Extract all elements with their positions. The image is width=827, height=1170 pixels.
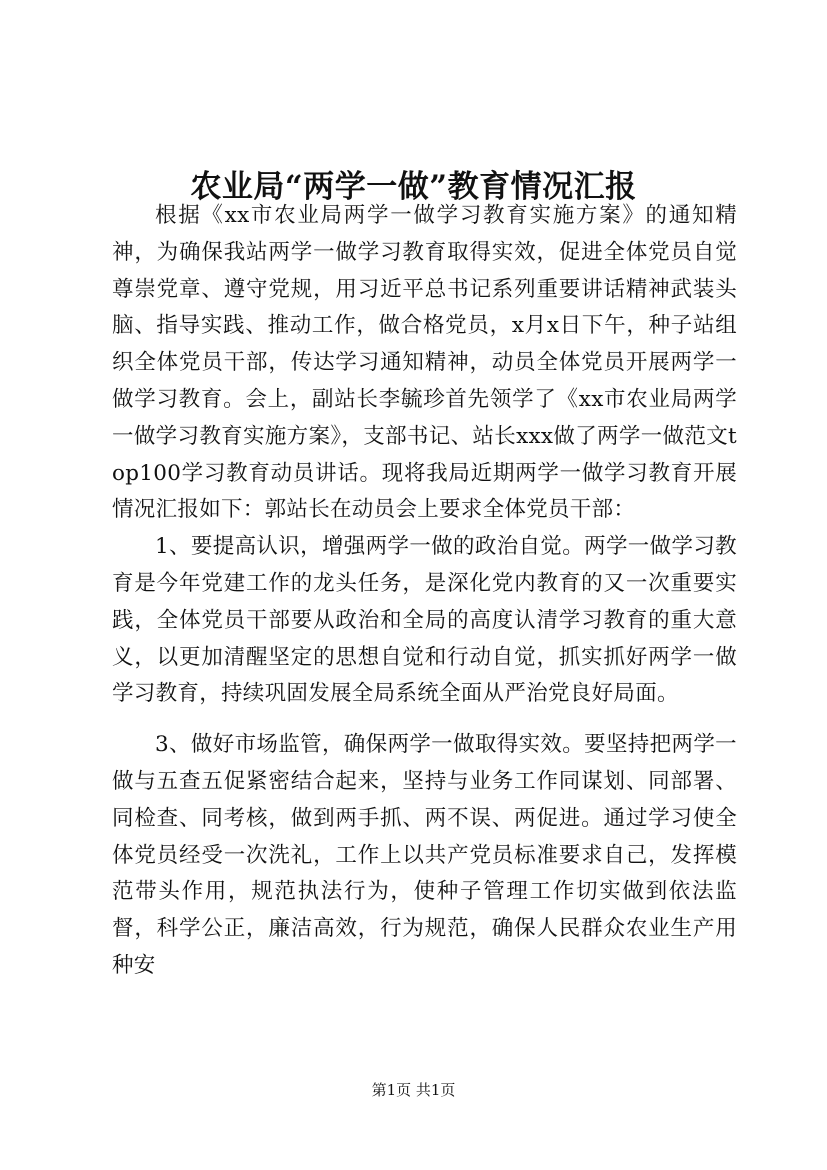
document-body	[112, 198, 737, 985]
page-number-footer: 第1页 共1页	[371, 1081, 456, 1099]
paragraph-point-3: 3、做好市场监管，确保两学一做取得实效。要坚持把两学一做与五查五促紧密结合起来，坚持与业务工作同谋划、同部署、同检查、同考核，做到两手抓、两不误、两促进。通过学习使全体党员经受一次洗礼，工作上以共产党员标准要求自己，发挥模范带头作用，规范执法行为，使种子管理工作切实做到依法监督，科学公正，廉洁高效，行为规范，确保人民群众农业生产用种安	[112, 732, 737, 978]
paragraph-point-1: 1、要提高认识，增强两学一做的政治自觉。两学一做学习教育是今年党建工作的龙头任务，是深化党内教育的又一次重要实践，全体党员干部要从政治和全局的高度认清学习教育的重大意义，以更加清醒坚定的思想自觉和行动自觉，抓实抓好两学一做学习教育，持续巩固发展全局系统全面从严治党良好局面。	[112, 534, 737, 707]
document-title: 农业局“两学一做”教育情况汇报	[190, 168, 637, 205]
paragraph-intro: 根据《xx市农业局两学一做学习教育实施方案》的通知精神，为确保我站两学一做学习教育取得实效，促进全体党员自觉尊崇党章、遵守党规，用习近平总书记系列重要讲话精神武装头脑、指导实践、推动工作，做合格党员，x月x日下午，种子站组织全体党员干部，传达学习通知精神，动员全体党员开展两学一做学习教育。会上，副站长李毓珍首先领学了《xx市农业局两学一做学习教育实施方案》，支部书记、站长xxx做了两学一做范文top100学习教育动员讲话。现将我局近期两学一做学习教育开展情况汇报如下：郭站长在动员会上要求全体党员干部：	[112, 203, 737, 523]
